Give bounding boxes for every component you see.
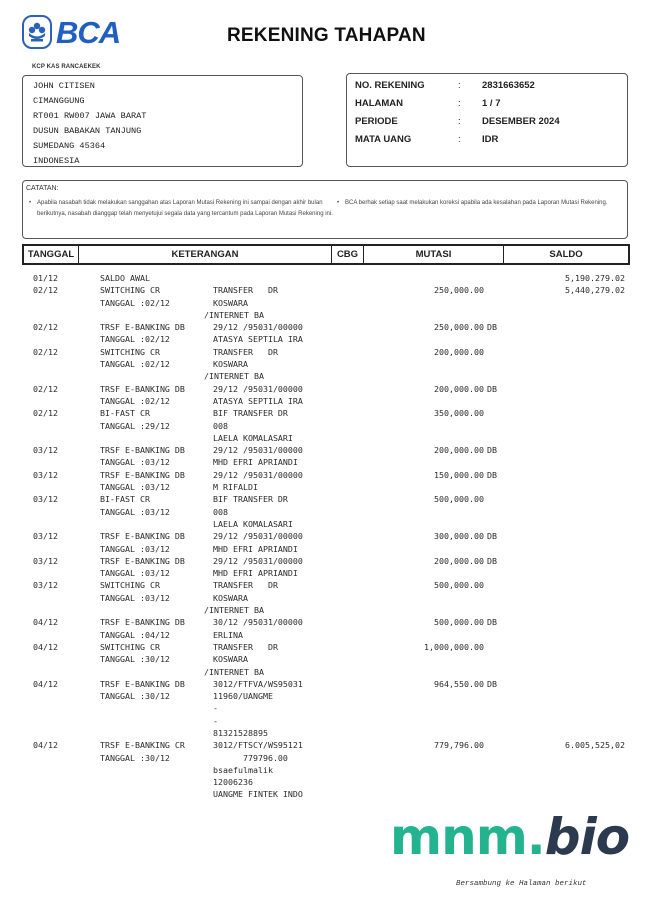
row-description: SWITCHING CR	[100, 346, 160, 357]
row-description-detail: /INTERNET BA	[204, 605, 264, 616]
currency-row	[355, 131, 627, 149]
row-description-detail: UANGME FINTEK INDO	[213, 789, 303, 800]
page-row	[355, 95, 627, 113]
row-description-detail: /INTERNET BA	[204, 309, 264, 320]
row-line	[0, 653, 649, 665]
table-row	[0, 469, 649, 494]
row-line	[0, 444, 649, 456]
row-mutation-amount: 500,000.00	[434, 617, 484, 628]
row-line	[0, 752, 649, 764]
row-description-detail: M RIFALDI	[213, 482, 258, 493]
customer-address-box	[22, 75, 303, 167]
row-date: 03/12	[33, 445, 58, 456]
row-mutation-amount: 150,000.00	[434, 469, 484, 480]
row-description-detail: 29/12 /95031/00000	[213, 383, 303, 394]
row-description: TANGGAL :30/12	[100, 752, 170, 763]
row-line	[0, 493, 649, 505]
notes-box	[22, 180, 628, 239]
row-mutation-amount: 200,000.00	[434, 383, 484, 394]
field-colon: :	[458, 98, 461, 109]
row-description: SWITCHING CR	[100, 580, 160, 591]
row-description-detail: bsaefulmalik	[213, 764, 273, 775]
field-label: HALAMAN	[355, 98, 404, 109]
row-mutation-type: DB	[487, 469, 497, 480]
document-title: REKENING TAHAPAN	[227, 25, 426, 46]
watermark-part2: bio	[544, 808, 630, 866]
row-line	[0, 739, 649, 751]
row-mutation-amount: 250,000.00	[434, 285, 484, 296]
row-description: TANGGAL :30/12	[100, 654, 170, 665]
row-line	[0, 727, 649, 739]
table-row	[0, 555, 649, 580]
notes-title: CATATAN:	[26, 185, 59, 192]
row-description: TRSF E-BANKING DB	[100, 531, 185, 542]
table-row	[0, 678, 649, 739]
row-date: 01/12	[33, 273, 58, 283]
row-line	[0, 407, 649, 419]
table-row	[0, 321, 649, 346]
row-date: 03/12	[33, 531, 58, 542]
row-description-detail: 008	[213, 506, 228, 517]
row-description: TANGGAL :03/12	[100, 457, 170, 468]
row-description-detail: 29/12 /95031/00000	[213, 531, 303, 542]
row-line	[0, 776, 649, 788]
row-line	[0, 567, 649, 579]
address-line: CIMANGGUNG	[33, 96, 85, 106]
row-description: TANGGAL :04/12	[100, 629, 170, 640]
row-mutation-amount: 250,000.00	[434, 322, 484, 333]
row-line	[0, 370, 649, 382]
row-description: TRSF E-BANKING DB	[100, 445, 185, 456]
bank-name: BCA	[56, 14, 121, 50]
row-date: 02/12	[33, 383, 58, 394]
customer-name: JOHN CITISEN	[33, 81, 95, 91]
row-description: TANGGAL :29/12	[100, 420, 170, 431]
page-number: 1 / 7	[482, 98, 501, 109]
row-line	[0, 555, 649, 567]
row-line	[0, 333, 649, 345]
row-line	[0, 284, 649, 296]
table-row	[0, 444, 649, 469]
address-line: RT001 RW007 JAWA BARAT	[33, 111, 147, 121]
row-description-detail: /INTERNET BA	[204, 371, 264, 382]
account-number: 2831663652	[482, 80, 535, 91]
row-description-detail: 29/12 /95031/00000	[213, 555, 303, 566]
row-description-detail: TRANSFER DR	[213, 580, 278, 591]
row-description: TANGGAL :03/12	[100, 482, 170, 493]
period-value: DESEMBER 2024	[482, 116, 560, 127]
row-description: TRSF E-BANKING DB	[100, 678, 185, 689]
period-row	[355, 113, 627, 131]
row-description: TANGGAL :03/12	[100, 543, 170, 554]
row-mutation-type: DB	[487, 445, 497, 456]
row-description: BI-FAST CR	[100, 494, 150, 505]
row-line	[0, 420, 649, 432]
row-description-detail: ERLINA	[213, 629, 243, 640]
row-line	[0, 383, 649, 395]
row-description-detail: 29/12 /95031/00000	[213, 322, 303, 333]
row-description-detail: 30/12 /95031/00000	[213, 617, 303, 628]
column-header-date: TANGGAL	[24, 246, 79, 263]
table-row	[0, 407, 649, 444]
currency-value: IDR	[482, 134, 499, 145]
table-row	[0, 383, 649, 408]
field-label: MATA UANG	[355, 134, 412, 145]
row-description-detail: BIF TRANSFER DR	[213, 408, 288, 419]
row-description-detail: MHD EFRI APRIANDI	[213, 457, 298, 468]
row-description: TRSF E-BANKING DB	[100, 383, 185, 394]
row-mutation-type: DB	[487, 555, 497, 566]
table-row	[0, 284, 649, 321]
field-colon: :	[458, 134, 461, 145]
row-line	[0, 432, 649, 444]
row-description-detail: KOSWARA	[213, 297, 248, 308]
row-mutation-amount: 779,796.00	[434, 740, 484, 751]
row-mutation-type: DB	[487, 531, 497, 542]
row-description: TRSF E-BANKING DB	[100, 469, 185, 480]
column-header-description: KETERANGAN	[79, 246, 332, 263]
row-description: TRSF E-BANKING DB	[100, 322, 185, 333]
row-date: 04/12	[33, 617, 58, 628]
address-line: SUMEDANG 45364	[33, 141, 106, 151]
row-description-detail: 3012/FTSCY/WS95121	[213, 740, 303, 751]
row-line	[0, 346, 649, 358]
row-description: TANGGAL :30/12	[100, 691, 170, 702]
row-balance: 5,190.279.02	[565, 273, 625, 283]
row-mutation-amount: 964,550.00	[434, 678, 484, 689]
row-line	[0, 506, 649, 518]
row-line	[0, 543, 649, 555]
watermark-part1: mnm.	[390, 808, 545, 866]
row-description-detail: KOSWARA	[213, 654, 248, 665]
row-description: TANGGAL :03/12	[100, 568, 170, 579]
row-date: 04/12	[33, 641, 58, 652]
row-line	[0, 530, 649, 542]
row-description-detail: ATASYA SEPTILA IRA	[213, 334, 303, 345]
row-line	[0, 358, 649, 370]
row-date: 02/12	[33, 346, 58, 357]
row-description-detail: TRANSFER DR	[213, 641, 278, 652]
table-row	[0, 530, 649, 555]
row-description: TANGGAL :02/12	[100, 297, 170, 308]
row-line	[0, 641, 649, 653]
bullet-icon: •	[337, 200, 340, 206]
watermark-logo	[390, 808, 630, 866]
row-description-detail: 3012/FTFVA/WS95031	[213, 678, 303, 689]
continue-note: Bersambung ke Halaman berikut	[456, 880, 587, 888]
row-mutation-amount: 300,000.00	[434, 531, 484, 542]
row-mutation-amount: 500,000.00	[434, 580, 484, 591]
row-date: 02/12	[33, 285, 58, 296]
row-description-detail: -	[213, 715, 218, 726]
branch-name: KCP KAS RANCAEKEK	[32, 64, 101, 70]
table-header	[22, 244, 630, 265]
column-header-branch: CBG	[332, 246, 364, 263]
field-label: PERIODE	[355, 116, 398, 127]
row-line	[0, 678, 649, 690]
row-description-detail: MHD EFRI APRIANDI	[213, 568, 298, 579]
row-line	[0, 481, 649, 493]
row-description-detail: LAELA KOMALASARI	[213, 432, 293, 443]
row-description: TRSF E-BANKING DB	[100, 555, 185, 566]
row-mutation-amount: 200,000.00	[434, 346, 484, 357]
row-balance: 5,440,279.02	[565, 285, 625, 296]
row-description-detail: 29/12 /95031/00000	[213, 469, 303, 480]
row-description: TANGGAL :03/12	[100, 506, 170, 517]
column-header-mutation: MUTASI	[364, 246, 504, 263]
row-description-detail: TRANSFER DR	[213, 285, 278, 296]
bullet-icon: •	[29, 200, 32, 206]
row-description: SALDO AWAL	[100, 273, 150, 283]
account-number-row	[355, 77, 627, 95]
row-description-detail: BIF TRANSFER DR	[213, 494, 288, 505]
column-header-balance: SALDO	[549, 249, 583, 260]
row-line	[0, 395, 649, 407]
row-description: TANGGAL :03/12	[100, 592, 170, 603]
row-mutation-amount: 500,000.00	[434, 494, 484, 505]
row-line	[0, 321, 649, 333]
row-line	[0, 456, 649, 468]
row-description-detail: MHD EFRI APRIANDI	[213, 543, 298, 554]
row-date: 03/12	[33, 555, 58, 566]
row-description-detail: /INTERNET BA	[204, 666, 264, 677]
row-mutation-amount: 1,000,000.00	[424, 641, 484, 652]
row-line	[0, 592, 649, 604]
note-text: Apabila nasabah tidak melakukan sanggahan atas Laporan Mutasi Rekening ini sampai dengan akhir bulan berikutnya, nasabah dianggap telah menyetujui segala data yang tercantum pada Laporan Mutasi Rekening ini.	[37, 200, 333, 217]
row-description-detail: 11960/UANGME	[213, 691, 273, 702]
table-row	[0, 493, 649, 530]
row-description-detail: ATASYA SEPTILA IRA	[213, 395, 303, 406]
row-line	[0, 702, 649, 714]
address-line: DUSUN BABAKAN TANJUNG	[33, 126, 142, 136]
row-balance: 6.005,525,02	[565, 740, 625, 751]
row-line	[0, 297, 649, 309]
row-description-detail: 29/12 /95031/00000	[213, 445, 303, 456]
row-date: 04/12	[33, 678, 58, 689]
field-label: NO. REKENING	[355, 80, 425, 91]
bca-logo	[22, 14, 122, 50]
row-description: TANGGAL :02/12	[100, 334, 170, 345]
table-row	[0, 641, 649, 678]
row-description: SWITCHING CR	[100, 285, 160, 296]
row-date: 02/12	[33, 322, 58, 333]
row-line	[0, 690, 649, 702]
row-line	[0, 604, 649, 616]
row-description-detail: KOSWARA	[213, 592, 248, 603]
field-colon: :	[458, 116, 461, 127]
note-text: BCA berhak setiap saat melakukan koreksi apabila ada kesalahan pada Laporan Mutasi Rekening.	[345, 200, 608, 206]
row-line	[0, 764, 649, 776]
row-line	[0, 518, 649, 530]
table-row	[0, 579, 649, 616]
row-line	[0, 788, 649, 800]
row-description-detail: LAELA KOMALASARI	[213, 518, 293, 529]
note-item	[29, 198, 340, 220]
row-mutation-amount: 200,000.00	[434, 445, 484, 456]
note-item	[337, 198, 627, 209]
row-description-detail: 008	[213, 420, 228, 431]
row-line	[0, 272, 649, 284]
transaction-list	[0, 272, 649, 801]
table-row	[0, 346, 649, 383]
row-description: BI-FAST CR	[100, 408, 150, 419]
table-row	[0, 616, 649, 641]
row-line	[0, 715, 649, 727]
row-description-detail: 12006236	[213, 777, 253, 788]
row-description: SWITCHING CR	[100, 641, 160, 652]
row-mutation-type: DB	[487, 617, 497, 628]
row-mutation-type: DB	[487, 322, 497, 333]
row-line	[0, 666, 649, 678]
row-mutation-amount: 200,000.00	[434, 555, 484, 566]
row-date: 02/12	[33, 408, 58, 419]
row-date: 03/12	[33, 469, 58, 480]
row-date: 03/12	[33, 494, 58, 505]
table-row	[0, 272, 649, 284]
row-date: 03/12	[33, 580, 58, 591]
row-description: TANGGAL :02/12	[100, 359, 170, 370]
row-description-detail: 779796.00	[213, 752, 288, 763]
account-info-box	[346, 73, 628, 167]
row-description-detail: TRANSFER DR	[213, 346, 278, 357]
row-mutation-type: DB	[487, 678, 497, 689]
row-line	[0, 309, 649, 321]
row-date: 04/12	[33, 740, 58, 751]
row-line	[0, 579, 649, 591]
row-line	[0, 616, 649, 628]
bca-emblem-icon	[22, 15, 52, 49]
address-country: INDONESIA	[33, 156, 80, 166]
row-description-detail: KOSWARA	[213, 359, 248, 370]
row-description: TANGGAL :02/12	[100, 395, 170, 406]
row-line	[0, 629, 649, 641]
row-description-detail: -	[213, 703, 218, 714]
field-colon: :	[458, 80, 461, 91]
row-description-detail: 81321528895	[213, 727, 268, 738]
row-mutation-type: DB	[487, 383, 497, 394]
row-description: TRSF E-BANKING CR	[100, 740, 185, 751]
row-mutation-amount: 350,000.00	[434, 408, 484, 419]
row-description: TRSF E-BANKING DB	[100, 617, 185, 628]
table-row	[0, 739, 649, 800]
row-line	[0, 469, 649, 481]
